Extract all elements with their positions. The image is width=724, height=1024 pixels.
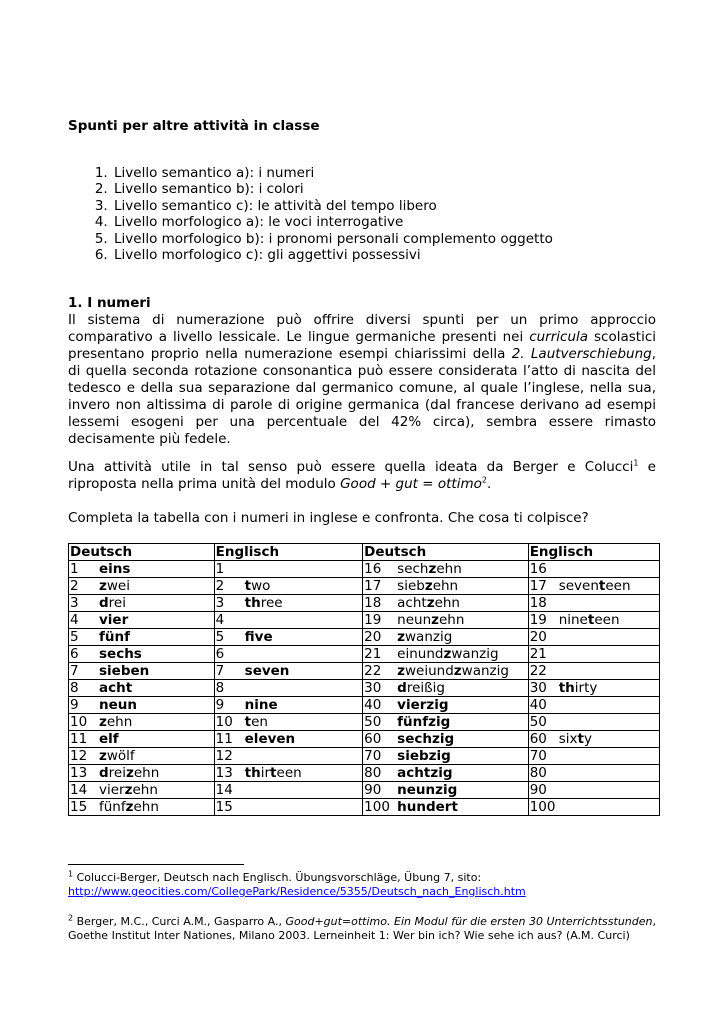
table-cell bbox=[214, 799, 363, 816]
topic-list bbox=[68, 165, 553, 263]
highlighted-consonant: z bbox=[397, 629, 406, 645]
word-part: ehn bbox=[133, 765, 160, 781]
topic-item: 6. Livello morfologico c): gli aggettivi possessivi bbox=[112, 247, 553, 263]
word-part: wei bbox=[106, 578, 130, 594]
word-part: acht bbox=[397, 595, 427, 611]
table-cell bbox=[214, 629, 363, 646]
table-row bbox=[69, 612, 660, 629]
footnote-1 bbox=[68, 871, 656, 899]
word-part: een bbox=[276, 765, 302, 781]
section-heading: 1. I numeri bbox=[68, 295, 151, 311]
cell-word bbox=[397, 697, 448, 713]
cell-word bbox=[245, 697, 278, 713]
cell-number: 14 bbox=[70, 782, 88, 798]
table-row bbox=[69, 680, 660, 697]
topic-item: 2. Livello semantico b): i colori bbox=[112, 181, 553, 197]
cell-word bbox=[397, 663, 509, 679]
cell-word bbox=[99, 731, 119, 747]
table-cell bbox=[528, 748, 659, 765]
cell-word bbox=[397, 782, 457, 798]
cell-number: 40 bbox=[529, 697, 547, 713]
table-cell bbox=[363, 646, 529, 663]
table-cell bbox=[363, 714, 529, 731]
intro-paragraph bbox=[68, 312, 656, 448]
page-title: Spunti per altre attività in classe bbox=[68, 118, 320, 134]
cell-number: 22 bbox=[364, 663, 382, 679]
table-row bbox=[69, 646, 660, 663]
highlighted-consonant: z bbox=[125, 799, 134, 815]
word-part: fünf bbox=[99, 799, 126, 815]
word-part: ehn bbox=[106, 714, 133, 730]
footnote-ref-2[interactable]: 2 bbox=[481, 475, 487, 485]
table-row bbox=[69, 561, 660, 578]
cell-word bbox=[99, 646, 142, 662]
word-part: een bbox=[594, 612, 620, 628]
cell-number: 13 bbox=[70, 765, 88, 781]
highlighted-consonant: z bbox=[99, 578, 107, 594]
highlighted-consonant: fünfzig bbox=[397, 714, 451, 730]
table-cell bbox=[214, 646, 363, 663]
cell-word bbox=[99, 765, 159, 781]
cell-number: 17 bbox=[529, 578, 547, 594]
table-cell bbox=[69, 680, 215, 697]
word-part: rei bbox=[108, 595, 126, 611]
table-header-row bbox=[69, 544, 660, 561]
word-part: vier bbox=[99, 782, 125, 798]
para-text: Una attività utile in tal senso può essere quella ideata da Berger e Colucci bbox=[68, 459, 634, 475]
highlighted-consonant: vier bbox=[99, 612, 129, 628]
cell-number: 100 bbox=[529, 799, 556, 815]
footnote-text: Colucci-Berger, Deutsch nach Englisch. Übungsvorschläge, Übung 7, sito: bbox=[73, 871, 482, 884]
highlighted-consonant: th bbox=[244, 595, 261, 611]
table-cell bbox=[69, 697, 215, 714]
table-cell bbox=[363, 697, 529, 714]
numbers-table bbox=[68, 543, 660, 816]
table-cell bbox=[528, 646, 659, 663]
footnote-number: 1 bbox=[68, 869, 74, 879]
cell-word bbox=[397, 680, 445, 696]
cell-word bbox=[397, 629, 452, 645]
footnote-number: 2 bbox=[68, 913, 74, 923]
cell-word bbox=[99, 782, 158, 798]
table-cell bbox=[528, 612, 659, 629]
topic-item: 5. Livello morfologico b): i pronomi personali complemento oggetto bbox=[112, 231, 553, 247]
cell-word bbox=[559, 578, 631, 594]
para-text: Il sistema di numerazione può offrire diversi spunti per un primo approccio comparativo a livello lessicale. Le lingue germaniche presenti nei bbox=[68, 312, 656, 345]
cell-word bbox=[99, 595, 126, 611]
cell-number: 19 bbox=[364, 612, 382, 628]
table-cell bbox=[363, 578, 529, 595]
table-cell bbox=[69, 714, 215, 731]
table-cell bbox=[528, 799, 659, 816]
cell-number: 13 bbox=[215, 765, 233, 781]
table-row bbox=[69, 765, 660, 782]
cell-word bbox=[245, 595, 283, 611]
highlighted-consonant: z bbox=[424, 578, 433, 594]
highlighted-consonant: seven bbox=[244, 663, 290, 679]
cell-word bbox=[99, 663, 149, 679]
table-cell bbox=[69, 646, 215, 663]
word-part: ehn bbox=[133, 799, 159, 815]
table-cell bbox=[528, 578, 659, 595]
cell-number: 2 bbox=[215, 578, 225, 594]
table-cell bbox=[528, 595, 659, 612]
cell-number: 10 bbox=[215, 714, 233, 730]
cell-word bbox=[397, 578, 458, 594]
table-cell bbox=[528, 663, 659, 680]
cell-number: 9 bbox=[215, 697, 225, 713]
table-cell bbox=[214, 731, 363, 748]
word-part: neun bbox=[397, 612, 432, 628]
table-cell bbox=[69, 731, 215, 748]
cell-number: 80 bbox=[364, 765, 382, 781]
para-text: e riproposta nella prima unità del modulo bbox=[68, 459, 656, 492]
cell-number: 10 bbox=[70, 714, 88, 730]
cell-word bbox=[397, 765, 452, 781]
table-row bbox=[69, 697, 660, 714]
cell-number: 12 bbox=[70, 748, 88, 764]
highlighted-consonant: five bbox=[244, 629, 273, 645]
cell-word bbox=[397, 612, 464, 628]
table-body bbox=[69, 561, 660, 816]
topic-item: 1. Livello semantico a): i numeri bbox=[112, 165, 553, 181]
word-part: wanzig bbox=[405, 629, 453, 645]
cell-number: 17 bbox=[364, 578, 382, 594]
cell-number: 30 bbox=[364, 680, 382, 696]
cell-word bbox=[245, 578, 271, 594]
table-cell bbox=[363, 680, 529, 697]
table-cell bbox=[528, 680, 659, 697]
cell-number: 11 bbox=[70, 731, 88, 747]
highlighted-consonant: t bbox=[577, 731, 584, 747]
table-cell bbox=[363, 731, 529, 748]
word-part: ir bbox=[260, 765, 271, 781]
cell-number: 60 bbox=[529, 731, 547, 747]
word-part: reißig bbox=[406, 680, 445, 696]
highlighted-consonant: t bbox=[587, 612, 595, 628]
highlighted-consonant: acht bbox=[99, 680, 133, 696]
exercise-instruction: Completa la tabella con i numeri in inglese e confronta. Che cosa ti colpisce? bbox=[68, 510, 589, 526]
highlighted-consonant: z bbox=[431, 612, 439, 628]
highlighted-consonant: z bbox=[428, 561, 437, 577]
table-cell bbox=[69, 629, 215, 646]
cell-number: 1 bbox=[215, 561, 225, 577]
cell-word bbox=[99, 612, 128, 628]
table-cell bbox=[363, 748, 529, 765]
cell-number: 60 bbox=[364, 731, 382, 747]
table-cell bbox=[528, 697, 659, 714]
cell-number: 18 bbox=[529, 595, 547, 611]
cell-number: 19 bbox=[529, 612, 547, 628]
cell-number: 7 bbox=[215, 663, 225, 679]
cell-word bbox=[99, 714, 132, 730]
activity-paragraph bbox=[68, 459, 656, 493]
column-header: Deutsch bbox=[69, 544, 215, 561]
table-row bbox=[69, 782, 660, 799]
cell-number: 50 bbox=[529, 714, 547, 730]
cell-number: 7 bbox=[70, 663, 79, 679]
table-cell bbox=[363, 663, 529, 680]
cell-word bbox=[397, 561, 462, 577]
cell-word bbox=[397, 731, 454, 747]
cell-number: 15 bbox=[215, 799, 233, 815]
highlighted-consonant: sechzig bbox=[397, 731, 455, 747]
module-title: Good + gut = ottimo bbox=[340, 476, 482, 492]
word-part: wanzig bbox=[451, 646, 499, 662]
word-part: een bbox=[605, 578, 631, 594]
word-part: en bbox=[251, 714, 268, 730]
cell-number: 2 bbox=[70, 578, 79, 594]
cell-number: 12 bbox=[215, 748, 233, 764]
highlighted-consonant: z bbox=[426, 595, 435, 611]
cell-number: 80 bbox=[529, 765, 547, 781]
cell-word bbox=[99, 561, 130, 577]
word-part: ehn bbox=[432, 578, 459, 594]
cell-word bbox=[99, 748, 135, 764]
cell-number: 90 bbox=[364, 782, 382, 798]
highlighted-consonant: z bbox=[397, 663, 406, 679]
highlighted-consonant: sieben bbox=[99, 663, 150, 679]
highlighted-consonant: neunzig bbox=[397, 782, 458, 798]
table-cell bbox=[528, 731, 659, 748]
table-row bbox=[69, 595, 660, 612]
highlighted-consonant: vierzig bbox=[397, 697, 449, 713]
table-cell bbox=[214, 714, 363, 731]
word-part: ehn bbox=[439, 612, 465, 628]
table-cell bbox=[69, 578, 215, 595]
highlighted-consonant: th bbox=[558, 680, 575, 696]
word-part: ehn bbox=[132, 782, 158, 798]
cell-word bbox=[559, 612, 620, 628]
para-text: . bbox=[486, 476, 492, 492]
cell-word bbox=[99, 578, 130, 594]
cell-word bbox=[397, 799, 458, 815]
cell-word bbox=[99, 629, 130, 645]
table-row bbox=[69, 799, 660, 816]
highlighted-consonant: z bbox=[453, 663, 462, 679]
table-cell bbox=[69, 799, 215, 816]
cell-number: 100 bbox=[364, 799, 390, 815]
table-row bbox=[69, 731, 660, 748]
table-cell bbox=[69, 782, 215, 799]
table-cell bbox=[214, 595, 363, 612]
table-cell bbox=[528, 782, 659, 799]
table-cell bbox=[214, 782, 363, 799]
highlighted-consonant: siebzig bbox=[397, 748, 451, 764]
highlighted-consonant: achtzig bbox=[397, 765, 453, 781]
para-italic: curricula bbox=[529, 329, 589, 345]
highlighted-consonant: d bbox=[99, 765, 109, 781]
cell-number: 8 bbox=[70, 680, 79, 696]
footnote-italic: Good+gut=ottimo. Ein Modul für die ersten 30 Unterrichtsstunden bbox=[285, 915, 653, 928]
table-cell bbox=[363, 595, 529, 612]
highlighted-consonant: t bbox=[598, 578, 606, 594]
table-cell bbox=[363, 629, 529, 646]
word-part: wölf bbox=[106, 748, 135, 764]
cell-number: 5 bbox=[215, 629, 225, 645]
cell-number: 20 bbox=[529, 629, 547, 645]
highlighted-consonant: nine bbox=[244, 697, 278, 713]
column-header: Englisch bbox=[214, 544, 363, 561]
cell-number: 3 bbox=[70, 595, 79, 611]
table-cell bbox=[214, 765, 363, 782]
cell-number: 21 bbox=[529, 646, 547, 662]
cell-word bbox=[245, 731, 296, 747]
table-cell bbox=[214, 578, 363, 595]
word-part: ehn bbox=[434, 595, 460, 611]
cell-word bbox=[397, 595, 460, 611]
column-header: Englisch bbox=[528, 544, 659, 561]
table-cell bbox=[363, 612, 529, 629]
highlighted-consonant: z bbox=[124, 782, 133, 798]
highlighted-consonant: sechs bbox=[99, 646, 142, 662]
table-cell bbox=[363, 561, 529, 578]
table-cell bbox=[214, 748, 363, 765]
word-part: sech bbox=[397, 561, 429, 577]
cell-number: 14 bbox=[215, 782, 233, 798]
word-part: seven bbox=[558, 578, 599, 594]
topic-item: 3. Livello semantico c): le attività del tempo libero bbox=[112, 198, 553, 214]
footnote-text: Berger, M.C., Curci A.M., Gasparro A., bbox=[73, 915, 286, 928]
footnote-link[interactable]: http://www.geocities.com/CollegePark/Residence/5355/Deutsch_nach_Englisch.htm bbox=[68, 885, 526, 898]
para-italic: 2. Lautverschiebung bbox=[511, 346, 652, 362]
table-row bbox=[69, 663, 660, 680]
word-part: rei bbox=[108, 765, 126, 781]
cell-number: 20 bbox=[364, 629, 382, 645]
table-cell bbox=[214, 680, 363, 697]
highlighted-consonant: d bbox=[397, 680, 407, 696]
highlighted-consonant: z bbox=[125, 765, 134, 781]
cell-number: 4 bbox=[215, 612, 225, 628]
footnote-divider bbox=[68, 864, 244, 865]
table-cell bbox=[528, 765, 659, 782]
cell-number: 22 bbox=[529, 663, 547, 679]
table-cell bbox=[214, 697, 363, 714]
para-text: , di quella seconda rotazione consonantica può essere considerata l’atto di nascita del tedesco e della sua separazione dal germanico comune, al quale l’inglese, nella sua, invero non altissima di parole di origine germanica (dal francese derivano ad esempi lessemi esogeni per una percentuale del 42% circa), sembra essere rimasto decisamente più fedele. bbox=[68, 346, 656, 447]
table-cell bbox=[69, 748, 215, 765]
cell-word bbox=[245, 663, 290, 679]
highlighted-consonant: eleven bbox=[244, 731, 296, 747]
cell-number: 21 bbox=[364, 646, 382, 662]
cell-number: 9 bbox=[70, 697, 79, 713]
highlighted-consonant: th bbox=[244, 765, 261, 781]
table-cell bbox=[214, 663, 363, 680]
table-cell bbox=[69, 561, 215, 578]
table-cell bbox=[528, 714, 659, 731]
highlighted-consonant: z bbox=[99, 714, 107, 730]
footnote-2 bbox=[68, 915, 656, 943]
cell-number: 30 bbox=[529, 680, 547, 696]
cell-number: 11 bbox=[215, 731, 233, 747]
word-part: wo bbox=[251, 578, 271, 594]
highlighted-consonant: fünf bbox=[99, 629, 130, 645]
table-cell bbox=[69, 663, 215, 680]
cell-word bbox=[99, 680, 132, 696]
table-cell bbox=[69, 595, 215, 612]
cell-word bbox=[245, 714, 268, 730]
table-cell bbox=[363, 765, 529, 782]
highlighted-consonant: z bbox=[99, 748, 107, 764]
cell-number: 90 bbox=[529, 782, 547, 798]
cell-word bbox=[559, 680, 598, 696]
column-header: Deutsch bbox=[363, 544, 529, 561]
word-part: six bbox=[558, 731, 578, 747]
cell-number: 6 bbox=[215, 646, 225, 662]
word-part: sieb bbox=[397, 578, 425, 594]
cell-number: 15 bbox=[70, 799, 88, 815]
table-cell bbox=[363, 782, 529, 799]
cell-number: 5 bbox=[70, 629, 79, 645]
highlighted-consonant: t bbox=[270, 765, 277, 781]
cell-number: 4 bbox=[70, 612, 79, 628]
table-row bbox=[69, 578, 660, 595]
footnote-ref-1[interactable]: 1 bbox=[633, 458, 639, 468]
cell-word bbox=[245, 629, 273, 645]
cell-number: 8 bbox=[215, 680, 225, 696]
word-part: y bbox=[583, 731, 592, 747]
cell-number: 3 bbox=[215, 595, 225, 611]
cell-number: 16 bbox=[364, 561, 382, 577]
highlighted-consonant: z bbox=[443, 646, 452, 662]
cell-number: 18 bbox=[364, 595, 382, 611]
table-cell bbox=[214, 612, 363, 629]
word-part: ree bbox=[260, 595, 283, 611]
cell-number: 50 bbox=[364, 714, 382, 730]
cell-number: 16 bbox=[529, 561, 547, 577]
word-part: irty bbox=[574, 680, 598, 696]
table-cell bbox=[528, 561, 659, 578]
highlighted-consonant: t bbox=[244, 714, 252, 730]
highlighted-consonant: eins bbox=[99, 561, 131, 577]
cell-number: 70 bbox=[364, 748, 382, 764]
cell-word bbox=[397, 748, 451, 764]
cell-number: 1 bbox=[70, 561, 79, 577]
table-cell bbox=[528, 629, 659, 646]
word-part: einund bbox=[397, 646, 444, 662]
table-cell bbox=[363, 799, 529, 816]
highlighted-consonant: t bbox=[244, 578, 252, 594]
cell-word bbox=[245, 765, 302, 781]
topic-item: 4. Livello morfologico a): le voci interrogative bbox=[112, 214, 553, 230]
table-cell bbox=[69, 612, 215, 629]
para-text: scolastici presentano proprio nella numerazione esempi chiarissimi della bbox=[68, 329, 657, 362]
highlighted-consonant: hundert bbox=[397, 799, 458, 815]
cell-word bbox=[397, 646, 498, 662]
table-row bbox=[69, 748, 660, 765]
table-row bbox=[69, 629, 660, 646]
cell-word bbox=[559, 731, 592, 747]
footnote-text: , Goethe Institut Inter Nationes, Milano 2003. Lerneinheit 1: Wer bin ich? Wie sehe ich aus? (A.M. Curci) bbox=[68, 915, 656, 942]
table-cell bbox=[69, 765, 215, 782]
highlighted-consonant: neun bbox=[99, 697, 137, 713]
word-part: weiund bbox=[405, 663, 454, 679]
word-part: nine bbox=[558, 612, 588, 628]
cell-word bbox=[397, 714, 450, 730]
table-row bbox=[69, 714, 660, 731]
highlighted-consonant: elf bbox=[99, 731, 119, 747]
word-part: ehn bbox=[436, 561, 462, 577]
cell-word bbox=[99, 799, 159, 815]
highlighted-consonant: d bbox=[99, 595, 109, 611]
cell-number: 40 bbox=[364, 697, 382, 713]
cell-word bbox=[99, 697, 137, 713]
cell-number: 6 bbox=[70, 646, 79, 662]
word-part: wanzig bbox=[461, 663, 509, 679]
table-cell bbox=[214, 561, 363, 578]
cell-number: 70 bbox=[529, 748, 547, 764]
